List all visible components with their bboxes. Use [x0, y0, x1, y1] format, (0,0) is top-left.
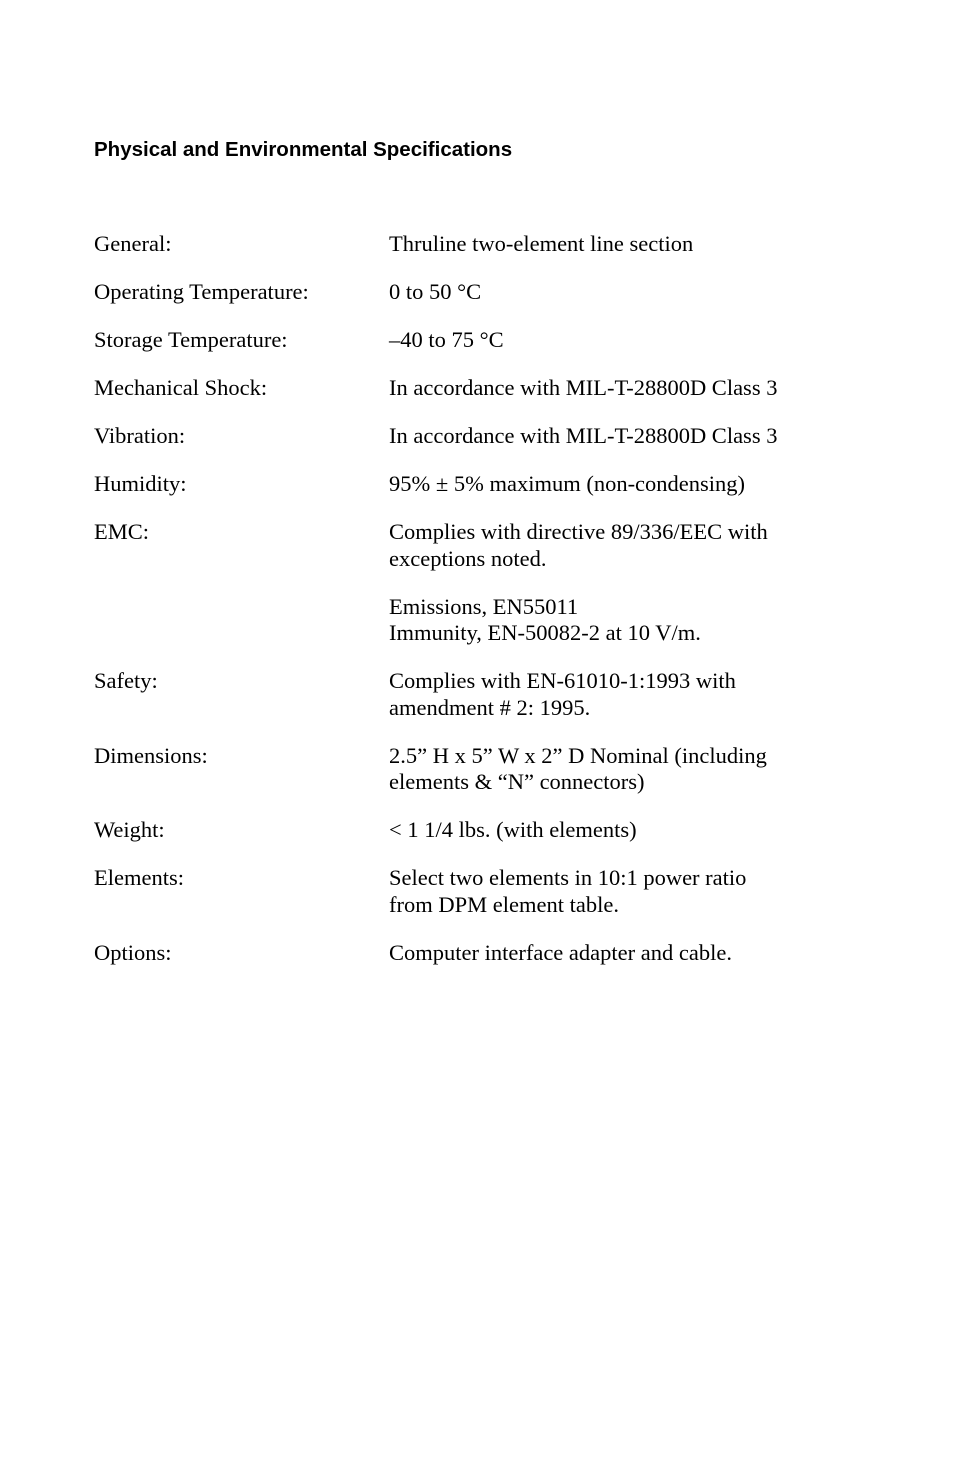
spec-label: Options: — [94, 939, 172, 965]
spec-label: Operating Temperature: — [94, 279, 309, 304]
spec-label: General: — [94, 231, 172, 256]
spec-value-line: Computer interface adapter and cable. — [389, 939, 732, 965]
spec-value — [389, 594, 884, 647]
spec-label: Vibration: — [94, 423, 186, 448]
spec-value — [389, 865, 884, 918]
spec-value-line: from DPM element table. — [389, 891, 619, 917]
spec-label: Safety: — [94, 668, 158, 693]
spec-value-line: elements & “N” connectors) — [389, 769, 645, 794]
spec-value — [389, 817, 884, 844]
spec-row-elements — [94, 865, 884, 918]
spec-row-mechanical-shock — [94, 375, 884, 402]
spec-value-line: Emissions, EN55011 — [389, 593, 579, 619]
spec-label: Dimensions: — [94, 742, 208, 768]
spec-row-safety — [94, 668, 884, 721]
spec-value — [389, 940, 884, 967]
spec-row-general — [94, 231, 884, 258]
spec-value-line: –40 to 75 °C — [389, 327, 504, 352]
spec-value-line: amendment # 2: 1995. — [389, 694, 591, 720]
spec-value-line: In accordance with MIL-T-28800D Class 3 — [389, 375, 778, 400]
spec-value — [389, 668, 884, 721]
spec-label: Mechanical Shock: — [94, 375, 268, 400]
spec-row-vibration — [94, 423, 884, 450]
spec-label: Elements: — [94, 865, 184, 890]
spec-label: Weight: — [94, 817, 165, 842]
spec-value — [389, 279, 884, 306]
spec-value-line: Thruline two-element line section — [389, 231, 694, 256]
spec-value-line: 95% ± 5% maximum (non-condensing) — [389, 471, 746, 496]
page-title: Physical and Environmental Specifications — [94, 138, 513, 161]
spec-value-line: < 1 1/4 lbs. (with elements) — [389, 817, 637, 842]
spec-table — [94, 231, 884, 988]
spec-value-line: Immunity, EN-50082-2 at 10 V/m. — [389, 620, 701, 645]
spec-value-line: 2.5” H x 5” W x 2” D Nominal (including — [389, 742, 767, 768]
spec-value — [389, 423, 884, 450]
spec-row-dimensions — [94, 743, 884, 796]
spec-row-weight — [94, 817, 884, 844]
spec-label: EMC: — [94, 519, 150, 544]
spec-value — [389, 743, 884, 796]
spec-value-line: exceptions noted. — [389, 545, 547, 571]
spec-row-emc — [94, 519, 884, 572]
spec-label: Humidity: — [94, 471, 187, 496]
spec-row-emc-standards — [94, 594, 884, 647]
spec-row-storage-temperature — [94, 327, 884, 354]
spec-value — [389, 375, 884, 402]
spec-value — [389, 471, 884, 498]
spec-value-line: In accordance with MIL-T-28800D Class 3 — [389, 423, 778, 448]
spec-value — [389, 231, 884, 258]
spec-value-line: Select two elements in 10:1 power ratio — [389, 865, 747, 890]
spec-value — [389, 519, 884, 572]
spec-value-line: Complies with EN-61010-1:1993 with — [389, 668, 736, 693]
spec-row-humidity — [94, 471, 884, 498]
spec-row-operating-temperature — [94, 279, 884, 306]
spec-value-line: Complies with directive 89/336/EEC with — [389, 519, 768, 544]
spec-value-line: 0 to 50 °C — [389, 279, 482, 304]
spec-label: Storage Temperature: — [94, 327, 288, 352]
spec-value — [389, 327, 884, 354]
spec-row-options — [94, 940, 884, 967]
